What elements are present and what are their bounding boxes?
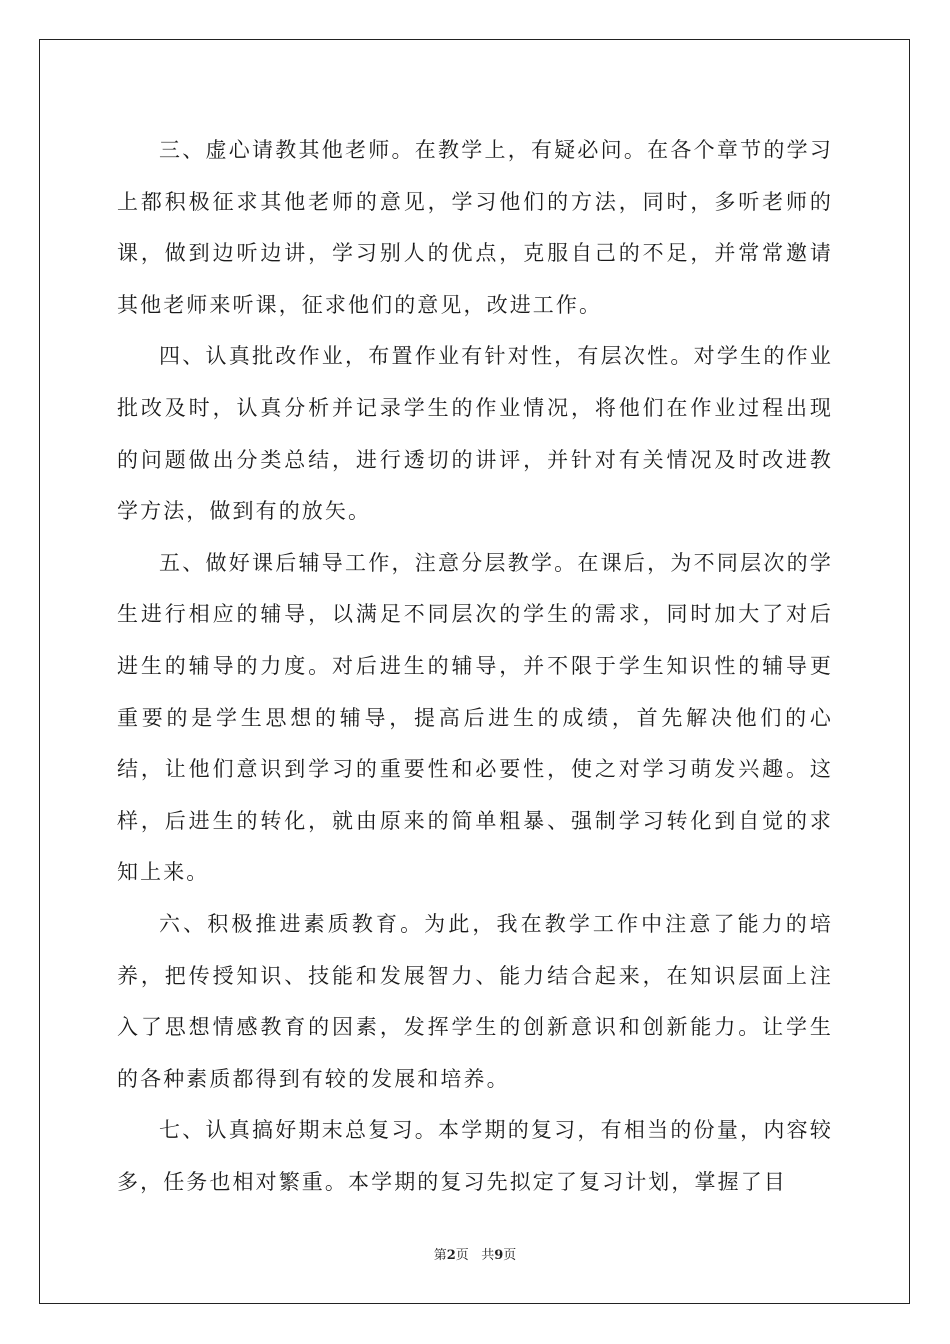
paragraph-3: 三、虚心请教其他老师。在教学上，有疑必问。在各个章节的学习上都积极征求其他老师的意见，学习他们的方法，同时，多听老师的课，做到边听边讲，学习别人的优点，克服自己的不足，并常常邀请其他老师来听课，征求他们的意见，改进工作。 (117, 138, 833, 317)
total-suffix: 页 (503, 1248, 517, 1263)
page-number: 2 (446, 1248, 456, 1263)
paragraph-4: 四、认真批改作业，布置作业有针对性，有层次性。对学生的作业批改及时，认真分析并记录学生的作业情况，将他们在作业过程出现的问题做出分类总结，进行透切的讲评，并针对有关情况及时改进教学方法，做到有的放矢。 (117, 344, 833, 524)
total-prefix: 共 (481, 1248, 495, 1263)
total-pages: 9 (494, 1248, 504, 1263)
paragraph-7: 七、认真搞好期末总复习。本学期的复习，有相当的份量，内容较多，任务也相对繁重。本学期的复习先拟定了复习计划，掌握了目 (117, 1118, 833, 1194)
document-body (117, 125, 833, 1208)
page-prefix: 第 (433, 1248, 447, 1263)
paragraph-6: 六、积极推进素质教育。为此，我在教学工作中注意了能力的培养，把传授知识、技能和发展智力、能力结合起来，在知识层面上注入了思想情感教育的因素，发挥学生的创新意识和创新能力。让学生的各种素质都得到有较的发展和培养。 (117, 911, 833, 1091)
page-footer (0, 1248, 950, 1264)
page-suffix: 页 (455, 1248, 469, 1263)
paragraph-5: 五、做好课后辅导工作，注意分层教学。在课后，为不同层次的学生进行相应的辅导，以满足不同层次的学生的需求，同时加大了对后进生的辅导的力度。对后进生的辅导，并不限于学生知识性的辅导更重要的是学生思想的辅导，提高后进生的成绩，首先解决他们的心结，让他们意识到学习的重要性和必要性，使之对学习萌发兴趣。这样，后进生的转化，就由原来的简单粗暴、强制学习转化到自觉的求知上来。 (117, 550, 833, 885)
